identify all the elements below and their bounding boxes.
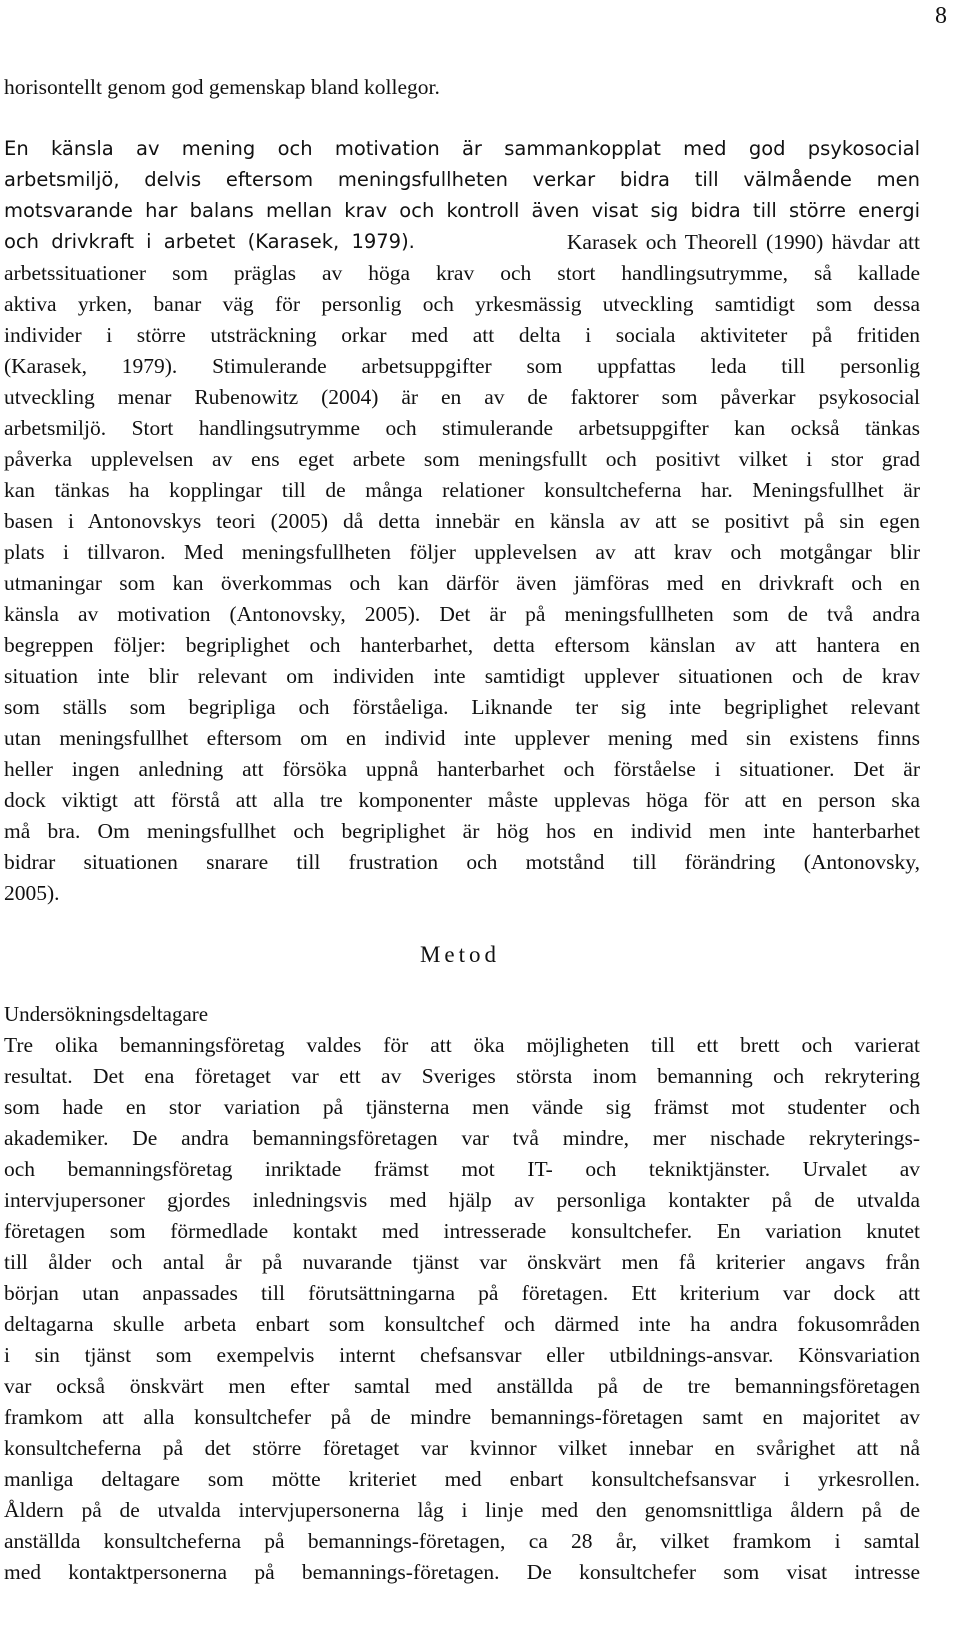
- section-heading: Metod: [419, 942, 501, 967]
- paragraph-line: deltagarna skulle arbeta enbart som konsultchef och därmed inte ha andra fokusområden: [4, 1312, 920, 1336]
- paragraph-line: arbetsmiljö. Stort handlingsutrymme och stimulerande arbetsuppgifter kan också tänkas: [4, 416, 920, 440]
- paragraph-line: Åldern på de utvalda intervjupersonerna låg i linje med den genomsnittliga åldern på de: [4, 1498, 920, 1522]
- paragraph-line: aktiva yrken, banar väg för personlig och yrkesmässig utveckling samtidigt som dessa: [4, 292, 920, 316]
- paragraph-line: plats i tillvaron. Med meningsfullheten följer upplevelsen av att krav och motgångar blir: [4, 540, 920, 564]
- paragraph-line: utan meningsfullhet eftersom om en individ inte upplever mening med sin existens finns: [4, 726, 920, 750]
- paragraph-line: med kontaktpersonerna på bemannings-företagen. De konsultchefer som visat intresse: [4, 1560, 920, 1584]
- paragraph-line: Tre olika bemanningsföretag valdes för att öka möjligheten till ett brett och varierat: [4, 1033, 920, 1057]
- paragraph-line: resultat. Det ena företaget var ett av Sveriges största inom bemanning och rekrytering: [4, 1064, 920, 1088]
- paragraph-line: bidrar situationen snarare till frustration och motstånd till förändring (Antonovsky,: [4, 850, 920, 874]
- paragraph-line: företagen som förmedlade kontakt med intresserade konsultchefer. En variation knutet: [4, 1219, 920, 1243]
- paragraph-line-mixed: [4, 228, 920, 256]
- paragraph-line: motsvarande har balans mellan krav och kontroll även visat sig bidra till större energi: [4, 199, 920, 222]
- paragraph-line: begreppen följer: begriplighet och hanterbarhet, detta eftersom känslan av att hantera en: [4, 633, 920, 657]
- paragraph-line: situation inte blir relevant om individen inte samtidigt upplever situationen och de krav: [4, 664, 920, 688]
- paragraph-line: framkom att alla konsultchefer på de mindre bemannings-företagen samt en majoritet av: [4, 1405, 920, 1429]
- paragraph-line: individer i större utsträckning orkar med att delta i sociala aktiviteter på fritiden: [4, 323, 920, 347]
- subsection-heading: Undersökningsdeltagare: [4, 1002, 209, 1026]
- paragraph-line: arbetssituationer som präglas av höga krav och stort handlingsutrymme, så kallade: [4, 261, 920, 285]
- paragraph-line: kan tänkas ha kopplingar till de många relationer konsultcheferna har. Meningsfullhet är: [4, 478, 920, 502]
- paragraph-line: känsla av motivation (Antonovsky, 2005). Det är på meningsfullheten som de två andra: [4, 602, 920, 626]
- paragraph-line: i sin tjänst som exempelvis internt chefsansvar eller utbildnings-ansvar. Könsvariation: [4, 1343, 920, 1367]
- paragraph-line: heller ingen anledning att försöka uppnå hanterbarhet och förståelse i situationer. Det är: [4, 757, 920, 781]
- paragraph-line: påverka upplevelsen av ens eget arbete som meningsfullt och positivt vilket i stor grad: [4, 447, 920, 471]
- sans-text-segment: och drivkraft i arbetet (Karasek, 1979).: [4, 230, 415, 253]
- paragraph-line: början utan anpassades till förutsättningarna på företagen. Ett kriterium var dock att: [4, 1281, 920, 1305]
- paragraph-line: En känsla av mening och motivation är sammankopplat med god psykosocial: [4, 137, 920, 160]
- paragraph-line: utveckling menar Rubenowitz (2004) är en av de faktorer som påverkar psykosocial: [4, 385, 920, 409]
- paragraph-line: manliga deltagare som mötte kriteriet med enbart konsultchefsansvar i yrkesrollen.: [4, 1467, 920, 1491]
- paragraph-line: och bemanningsföretag inriktade främst mot IT- och tekniktjänster. Urvalet av: [4, 1157, 920, 1181]
- paragraph-line: anställda konsultcheferna på bemannings-företagen, ca 28 år, vilket framkom i samtal: [4, 1529, 920, 1553]
- serif-text-segment: Karasek och Theorell (1990) hävdar att: [566, 230, 920, 254]
- paragraph-line: dock viktigt att förstå att alla tre komponenter måste upplevas höga för att en person ska: [4, 788, 920, 812]
- paragraph-line: till ålder och antal år på nuvarande tjänst var önskvärt men få kriterier angavs från: [4, 1250, 920, 1274]
- paragraph-line: utmaningar som kan överkommas och kan därför även jämföras med en drivkraft och en: [4, 571, 920, 595]
- paragraph-line: intervjupersoner gjordes inledningsvis med hjälp av personliga kontakter på de utvalda: [4, 1188, 920, 1212]
- paragraph-line: konsultcheferna på det större företaget var kvinnor vilket innebar en svårighet att nå: [4, 1436, 920, 1460]
- paragraph-line: var också önskvärt men efter samtal med anställda på de tre bemanningsföretagen: [4, 1374, 920, 1398]
- paragraph-line: basen i Antonovskys teori (2005) då detta innebär en känsla av att se positivt på sin egen: [4, 509, 920, 533]
- paragraph-line: 2005).: [4, 881, 60, 905]
- paragraph-line: akademiker. De andra bemanningsföretagen var två mindre, mer nischade rekryterings-: [4, 1126, 920, 1150]
- paragraph-line: som hade en stor variation på tjänsterna men vände sig främst mot studenter och: [4, 1095, 920, 1119]
- page-number: 8: [935, 3, 947, 29]
- paragraph-line: arbetsmiljö, delvis eftersom meningsfullheten verkar bidra till välmående men: [4, 168, 920, 191]
- paragraph-line: må bra. Om meningsfullhet och begriplighet är hög hos en individ men inte hanterbarhet: [4, 819, 920, 843]
- paragraph-line: som ställs som begripliga och förståeliga. Liknande ter sig inte begriplighet relevant: [4, 695, 920, 719]
- paragraph-line: horisontellt genom god gemenskap bland kollegor.: [4, 75, 440, 99]
- paragraph-line: (Karasek, 1979). Stimulerande arbetsuppgifter som uppfattas leda till personlig: [4, 354, 920, 378]
